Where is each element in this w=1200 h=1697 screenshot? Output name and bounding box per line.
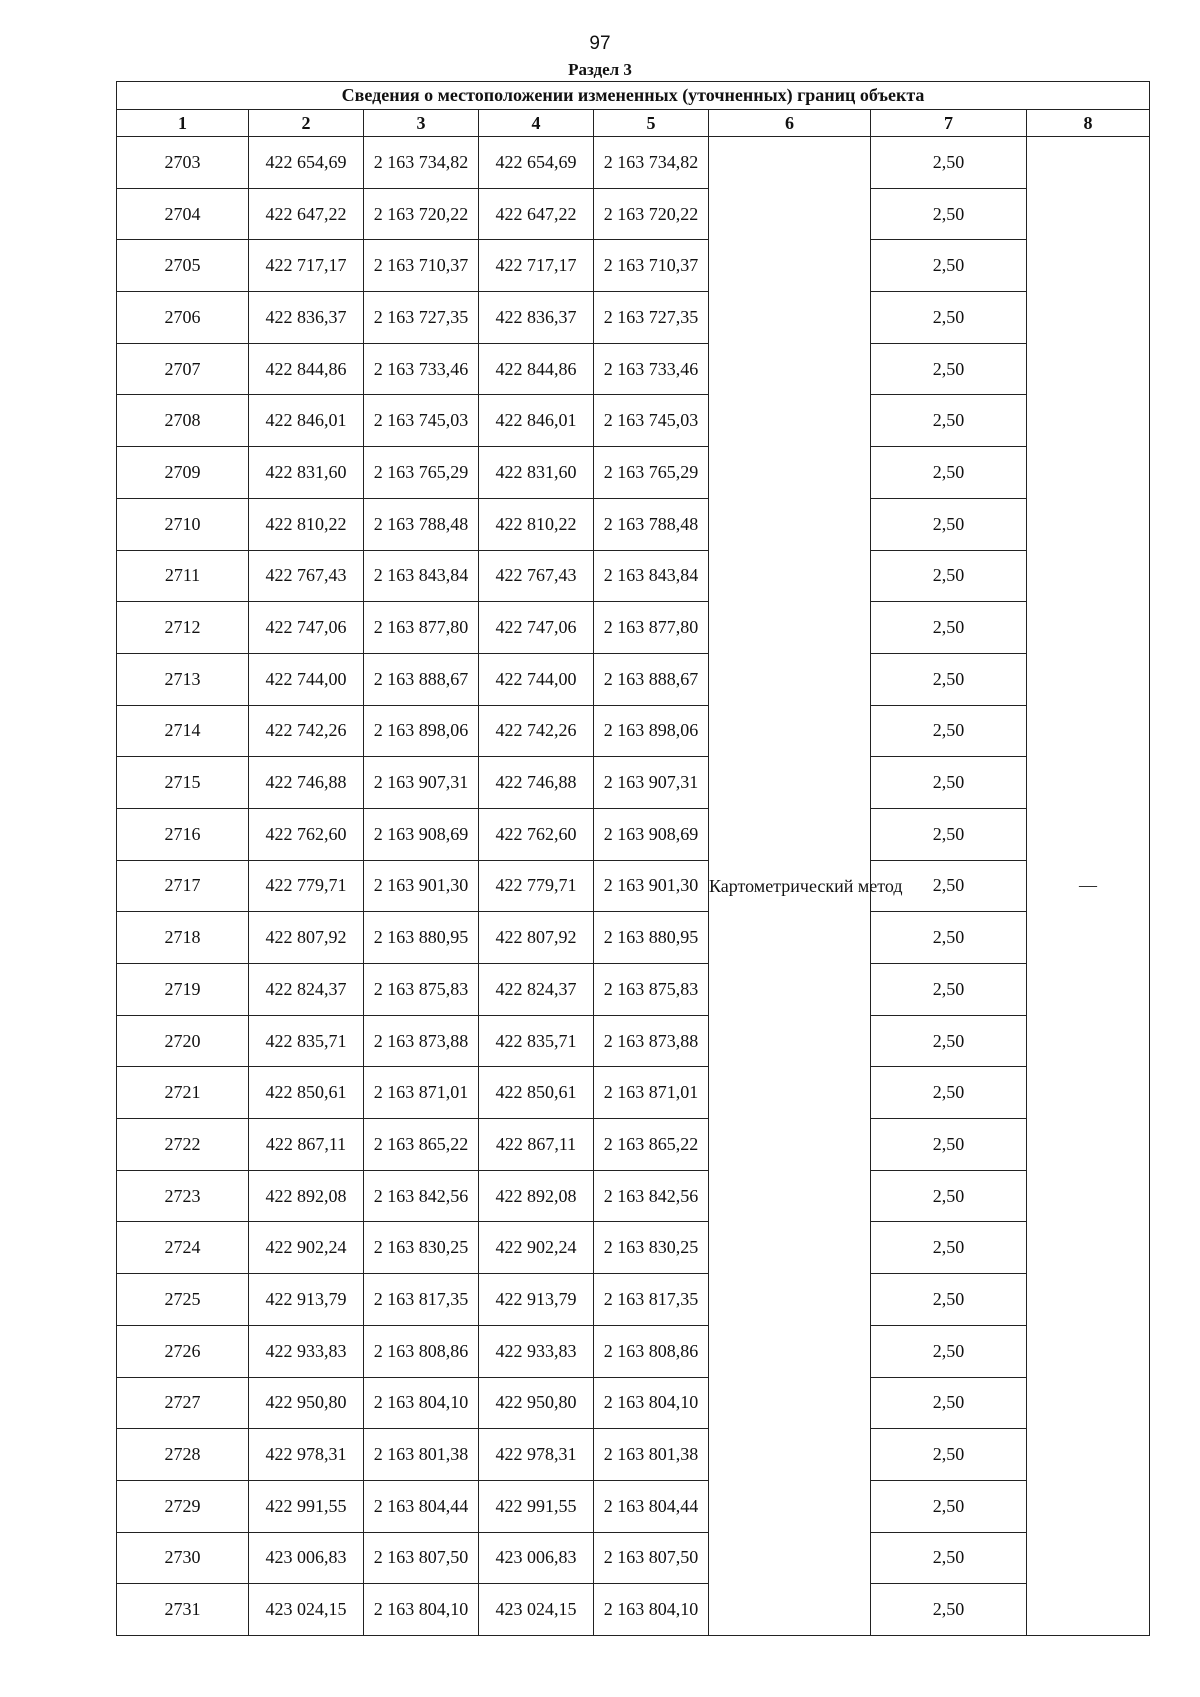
new-x-cell: 422 742,26 (479, 705, 594, 757)
old-y-cell: 2 163 727,35 (364, 292, 479, 344)
accuracy-cell: 2,50 (871, 292, 1027, 344)
old-x-cell: 422 654,69 (249, 137, 364, 189)
old-x-cell: 422 746,88 (249, 757, 364, 809)
old-y-cell: 2 163 710,37 (364, 240, 479, 292)
old-y-cell: 2 163 808,86 (364, 1325, 479, 1377)
table-row (117, 653, 1150, 705)
table-row (117, 964, 1150, 1016)
old-x-cell: 422 762,60 (249, 808, 364, 860)
accuracy-cell: 2,50 (871, 860, 1027, 912)
table-row (117, 1067, 1150, 1119)
old-x-cell: 422 744,00 (249, 653, 364, 705)
point-number-cell: 2715 (117, 757, 249, 809)
accuracy-cell: 2,50 (871, 1532, 1027, 1584)
old-y-cell: 2 163 801,38 (364, 1429, 479, 1481)
new-x-cell: 422 835,71 (479, 1015, 594, 1067)
old-y-cell: 2 163 830,25 (364, 1222, 479, 1274)
column-number: 5 (594, 110, 709, 137)
new-x-cell: 422 747,06 (479, 602, 594, 654)
new-x-cell: 422 762,60 (479, 808, 594, 860)
old-x-cell: 422 950,80 (249, 1377, 364, 1429)
accuracy-cell: 2,50 (871, 1325, 1027, 1377)
new-y-cell: 2 163 804,44 (594, 1480, 709, 1532)
accuracy-cell: 2,50 (871, 1480, 1027, 1532)
new-x-cell: 422 850,61 (479, 1067, 594, 1119)
new-x-cell: 422 950,80 (479, 1377, 594, 1429)
table-row (117, 343, 1150, 395)
accuracy-cell: 2,50 (871, 240, 1027, 292)
point-number-cell: 2716 (117, 808, 249, 860)
new-y-cell: 2 163 888,67 (594, 653, 709, 705)
old-x-cell: 422 846,01 (249, 395, 364, 447)
old-x-cell: 422 767,43 (249, 550, 364, 602)
old-x-cell: 422 747,06 (249, 602, 364, 654)
point-number-cell: 2720 (117, 1015, 249, 1067)
new-x-cell: 422 744,00 (479, 653, 594, 705)
old-x-cell: 422 824,37 (249, 964, 364, 1016)
table-row (117, 1015, 1150, 1067)
point-number-cell: 2721 (117, 1067, 249, 1119)
new-y-cell: 2 163 804,10 (594, 1377, 709, 1429)
new-x-cell: 422 717,17 (479, 240, 594, 292)
accuracy-cell: 2,50 (871, 757, 1027, 809)
column-number: 8 (1027, 110, 1150, 137)
table-row (117, 395, 1150, 447)
new-x-cell: 422 933,83 (479, 1325, 594, 1377)
new-y-cell: 2 163 843,84 (594, 550, 709, 602)
new-x-cell: 422 892,08 (479, 1170, 594, 1222)
new-x-cell: 422 846,01 (479, 395, 594, 447)
point-number-cell: 2728 (117, 1429, 249, 1481)
old-x-cell: 422 913,79 (249, 1274, 364, 1326)
new-x-cell: 422 978,31 (479, 1429, 594, 1481)
point-number-cell: 2730 (117, 1532, 249, 1584)
point-number-cell: 2706 (117, 292, 249, 344)
point-number-cell: 2717 (117, 860, 249, 912)
old-y-cell: 2 163 788,48 (364, 498, 479, 550)
new-y-cell: 2 163 880,95 (594, 912, 709, 964)
column-number: 7 (871, 110, 1027, 137)
old-y-cell: 2 163 765,29 (364, 447, 479, 499)
old-y-cell: 2 163 880,95 (364, 912, 479, 964)
old-y-cell: 2 163 734,82 (364, 137, 479, 189)
new-y-cell: 2 163 710,37 (594, 240, 709, 292)
accuracy-cell: 2,50 (871, 447, 1027, 499)
old-y-cell: 2 163 907,31 (364, 757, 479, 809)
table-row (117, 292, 1150, 344)
old-x-cell: 422 902,24 (249, 1222, 364, 1274)
table-caption: Сведения о местоположении измененных (уточненных) границ объекта (117, 82, 1150, 110)
new-y-cell: 2 163 801,38 (594, 1429, 709, 1481)
point-number-cell: 2703 (117, 137, 249, 189)
table-row (117, 1119, 1150, 1171)
new-x-cell: 422 807,92 (479, 912, 594, 964)
old-y-cell: 2 163 871,01 (364, 1067, 479, 1119)
old-x-cell: 423 024,15 (249, 1584, 364, 1636)
accuracy-cell: 2,50 (871, 1584, 1027, 1636)
accuracy-cell: 2,50 (871, 1274, 1027, 1326)
new-y-cell: 2 163 865,22 (594, 1119, 709, 1171)
new-y-cell: 2 163 808,86 (594, 1325, 709, 1377)
new-x-cell: 422 746,88 (479, 757, 594, 809)
accuracy-cell: 2,50 (871, 653, 1027, 705)
old-y-cell: 2 163 877,80 (364, 602, 479, 654)
new-y-cell: 2 163 877,80 (594, 602, 709, 654)
old-y-cell: 2 163 807,50 (364, 1532, 479, 1584)
old-y-cell: 2 163 733,46 (364, 343, 479, 395)
point-number-cell: 2707 (117, 343, 249, 395)
table-body (117, 137, 1150, 1636)
old-x-cell: 422 867,11 (249, 1119, 364, 1171)
table-row (117, 912, 1150, 964)
table-row (117, 137, 1150, 189)
new-x-cell: 422 810,22 (479, 498, 594, 550)
section-title: Раздел 3 (568, 60, 632, 79)
table-row (117, 1325, 1150, 1377)
old-x-cell: 422 810,22 (249, 498, 364, 550)
new-y-cell: 2 163 788,48 (594, 498, 709, 550)
old-y-cell: 2 163 804,44 (364, 1480, 479, 1532)
new-y-cell: 2 163 720,22 (594, 188, 709, 240)
point-number-cell: 2705 (117, 240, 249, 292)
column-number: 2 (249, 110, 364, 137)
old-x-cell: 422 742,26 (249, 705, 364, 757)
new-y-cell: 2 163 817,35 (594, 1274, 709, 1326)
new-x-cell: 422 767,43 (479, 550, 594, 602)
new-y-cell: 2 163 733,46 (594, 343, 709, 395)
point-number-cell: 2727 (117, 1377, 249, 1429)
old-y-cell: 2 163 865,22 (364, 1119, 479, 1171)
accuracy-cell: 2,50 (871, 550, 1027, 602)
old-y-cell: 2 163 804,10 (364, 1584, 479, 1636)
table-row (117, 1377, 1150, 1429)
accuracy-cell: 2,50 (871, 602, 1027, 654)
accuracy-cell: 2,50 (871, 1377, 1027, 1429)
accuracy-cell: 2,50 (871, 498, 1027, 550)
new-y-cell: 2 163 873,88 (594, 1015, 709, 1067)
new-x-cell: 422 647,22 (479, 188, 594, 240)
old-y-cell: 2 163 888,67 (364, 653, 479, 705)
old-x-cell: 422 836,37 (249, 292, 364, 344)
description-cell: — (1027, 137, 1150, 1636)
table-row (117, 757, 1150, 809)
new-x-cell: 422 779,71 (479, 860, 594, 912)
new-y-cell: 2 163 875,83 (594, 964, 709, 1016)
accuracy-cell: 2,50 (871, 912, 1027, 964)
table-row (117, 1429, 1150, 1481)
accuracy-cell: 2,50 (871, 395, 1027, 447)
point-number-cell: 2723 (117, 1170, 249, 1222)
table-row (117, 447, 1150, 499)
method-text: Картометрический метод (709, 875, 903, 896)
accuracy-cell: 2,50 (871, 343, 1027, 395)
method-cell (709, 137, 903, 1636)
point-number-cell: 2729 (117, 1480, 249, 1532)
new-y-cell: 2 163 898,06 (594, 705, 709, 757)
point-number-cell: 2708 (117, 395, 249, 447)
new-y-cell: 2 163 745,03 (594, 395, 709, 447)
table-row (117, 808, 1150, 860)
new-y-cell: 2 163 871,01 (594, 1067, 709, 1119)
point-number-cell: 2718 (117, 912, 249, 964)
point-number-cell: 2731 (117, 1584, 249, 1636)
column-number: 4 (479, 110, 594, 137)
point-number-cell: 2726 (117, 1325, 249, 1377)
table-row (117, 1274, 1150, 1326)
table-row (117, 240, 1150, 292)
old-y-cell: 2 163 901,30 (364, 860, 479, 912)
new-x-cell: 422 902,24 (479, 1222, 594, 1274)
table-row (117, 1532, 1150, 1584)
column-numbers-row (117, 110, 1150, 137)
new-x-cell: 422 824,37 (479, 964, 594, 1016)
old-y-cell: 2 163 720,22 (364, 188, 479, 240)
old-x-cell: 422 779,71 (249, 860, 364, 912)
accuracy-cell: 2,50 (871, 188, 1027, 240)
old-y-cell: 2 163 908,69 (364, 808, 479, 860)
table-row (117, 1480, 1150, 1532)
new-x-cell: 422 654,69 (479, 137, 594, 189)
page-number: 97 (589, 33, 611, 54)
new-x-cell: 422 836,37 (479, 292, 594, 344)
new-x-cell: 422 844,86 (479, 343, 594, 395)
old-x-cell: 422 807,92 (249, 912, 364, 964)
point-number-cell: 2711 (117, 550, 249, 602)
accuracy-cell: 2,50 (871, 1067, 1027, 1119)
old-x-cell: 422 978,31 (249, 1429, 364, 1481)
new-x-cell: 423 024,15 (479, 1584, 594, 1636)
column-number: 6 (709, 110, 871, 137)
new-x-cell: 423 006,83 (479, 1532, 594, 1584)
point-number-cell: 2719 (117, 964, 249, 1016)
point-number-cell: 2714 (117, 705, 249, 757)
table-row (117, 860, 1150, 912)
old-x-cell: 422 647,22 (249, 188, 364, 240)
new-x-cell: 422 831,60 (479, 447, 594, 499)
point-number-cell: 2704 (117, 188, 249, 240)
new-y-cell: 2 163 727,35 (594, 292, 709, 344)
new-y-cell: 2 163 842,56 (594, 1170, 709, 1222)
old-y-cell: 2 163 898,06 (364, 705, 479, 757)
old-y-cell: 2 163 875,83 (364, 964, 479, 1016)
old-y-cell: 2 163 843,84 (364, 550, 479, 602)
new-x-cell: 422 867,11 (479, 1119, 594, 1171)
point-number-cell: 2712 (117, 602, 249, 654)
new-y-cell: 2 163 734,82 (594, 137, 709, 189)
accuracy-cell: 2,50 (871, 1170, 1027, 1222)
new-y-cell: 2 163 807,50 (594, 1532, 709, 1584)
new-y-cell: 2 163 830,25 (594, 1222, 709, 1274)
column-number: 1 (117, 110, 249, 137)
new-y-cell: 2 163 765,29 (594, 447, 709, 499)
old-x-cell: 422 933,83 (249, 1325, 364, 1377)
old-x-cell: 422 717,17 (249, 240, 364, 292)
old-y-cell: 2 163 745,03 (364, 395, 479, 447)
table-row (117, 1170, 1150, 1222)
accuracy-cell: 2,50 (871, 964, 1027, 1016)
old-x-cell: 422 850,61 (249, 1067, 364, 1119)
accuracy-cell: 2,50 (871, 1429, 1027, 1481)
table-row (117, 1584, 1150, 1636)
old-x-cell: 422 831,60 (249, 447, 364, 499)
old-x-cell: 422 892,08 (249, 1170, 364, 1222)
table-row (117, 1222, 1150, 1274)
table-row (117, 498, 1150, 550)
point-number-cell: 2713 (117, 653, 249, 705)
old-x-cell: 422 844,86 (249, 343, 364, 395)
table-row (117, 705, 1150, 757)
column-number: 3 (364, 110, 479, 137)
accuracy-cell: 2,50 (871, 705, 1027, 757)
accuracy-cell: 2,50 (871, 137, 1027, 189)
accuracy-cell: 2,50 (871, 1015, 1027, 1067)
point-number-cell: 2724 (117, 1222, 249, 1274)
old-y-cell: 2 163 804,10 (364, 1377, 479, 1429)
old-x-cell: 422 991,55 (249, 1480, 364, 1532)
old-y-cell: 2 163 842,56 (364, 1170, 479, 1222)
boundary-table (116, 81, 1150, 1636)
accuracy-cell: 2,50 (871, 1119, 1027, 1171)
accuracy-cell: 2,50 (871, 1222, 1027, 1274)
old-y-cell: 2 163 873,88 (364, 1015, 479, 1067)
table-row (117, 188, 1150, 240)
old-y-cell: 2 163 817,35 (364, 1274, 479, 1326)
new-y-cell: 2 163 908,69 (594, 808, 709, 860)
point-number-cell: 2709 (117, 447, 249, 499)
point-number-cell: 2722 (117, 1119, 249, 1171)
new-y-cell: 2 163 907,31 (594, 757, 709, 809)
new-x-cell: 422 913,79 (479, 1274, 594, 1326)
old-x-cell: 423 006,83 (249, 1532, 364, 1584)
table-row (117, 602, 1150, 654)
accuracy-cell: 2,50 (871, 808, 1027, 860)
table-row (117, 550, 1150, 602)
old-x-cell: 422 835,71 (249, 1015, 364, 1067)
point-number-cell: 2725 (117, 1274, 249, 1326)
new-x-cell: 422 991,55 (479, 1480, 594, 1532)
new-y-cell: 2 163 901,30 (594, 860, 709, 912)
point-number-cell: 2710 (117, 498, 249, 550)
new-y-cell: 2 163 804,10 (594, 1584, 709, 1636)
